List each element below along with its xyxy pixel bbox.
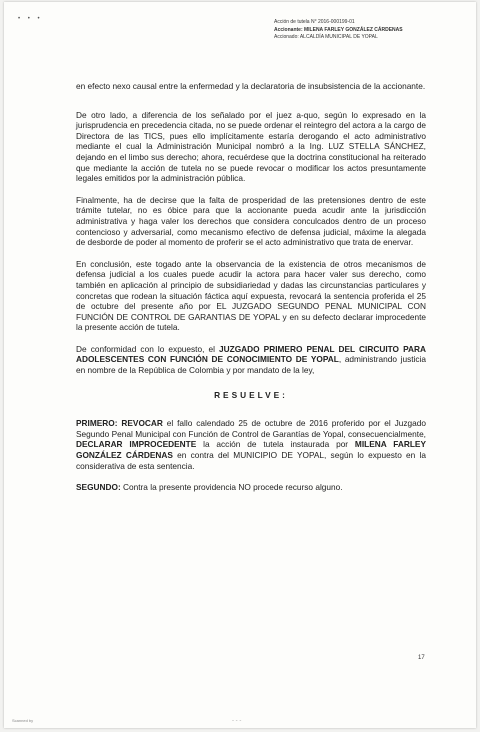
paragraph-4: En conclusión, este togado ante la observancia de la existencia de otros mecanismos de defensa judicial a los cuales puede acudir la actora para hacer valer sus derecho, como también en aplicación al principio de subsidiariedad y dadas las circunstancias particulares y concretas que rodean la situación fáctica aquí expuesta, revocará la sentencia proferida el 25 de octubre del presente año por EL JUZGADO SEGUNDO PENAL MUNICIPAL CON FUNCIÓN DE CONTROL DE GARANTIAS DE YOPAL y en su defecto declarar improcedente la presente acción de tutela. (76, 258, 426, 333)
page-number: 17 (418, 655, 425, 661)
header-plaintiff: Accionante: MILENA FARLEY GONZÁLEZ CÁRDENAS (274, 26, 403, 33)
primero-text-b: la acción de tutela instaurada por (196, 439, 355, 450)
paragraph-segundo (76, 482, 426, 493)
declarar-improcedente: DECLARAR IMPROCEDENTE (76, 439, 197, 450)
header-case-number: Acción de tutela N° 2016-000199-01 (274, 19, 355, 25)
scanner-footer: Scanned by (12, 718, 34, 723)
segundo-label: SEGUNDO: (76, 482, 121, 493)
paragraph-primero (76, 418, 426, 471)
primero-label: PRIMERO: REVOCAR (76, 418, 163, 429)
paragraph-2: De otro lado, a diferencia de los señalado por el juez a-quo, según lo expresado en la jurisprudencia en precedencia citada, no se puede ordenar el reintegro del actora a la cargo de Directora de las TICS, pues ello implícitamente estaría derogando el acto administrativo mediante el cual la Administración Municipal nombró a la Ing. LUZ STELLA SÁNCHEZ, dejando en el limbo sus derecho; ahora, recuérdese que la doctrina constitucional ha reiterado que mediante la acción de tutela no se puede revocar o modificar los actos presuntamente legales emitidos por la administración pública. (76, 109, 426, 184)
document-body (76, 81, 426, 504)
segundo-text: Contra la presente providencia NO procede recurso alguno. (120, 482, 343, 493)
plaintiff-name: MILENA FARLEY GONZÁLEZ CÁRDENAS (76, 439, 426, 461)
footer-marks: - - - (232, 718, 242, 724)
paragraph-1: en efecto nexo causal entre la enfermedad y la declaratoria de insubsistencia de la accionante. (76, 81, 426, 91)
primero-text-a: el fallo calendado 25 de octubre de 2016 proferido por el Juzgado Segundo Penal Municipal con Función de Control de Garantías de Yopal, consecuencialmente, (76, 418, 426, 439)
resuelve-heading: RESUELVE: (214, 389, 288, 400)
court-name: JUZGADO PRIMERO PENAL DEL CIRCUITO PARA ADOLESCENTES CON FUNCIÓN DE CONOCIMIENTO DE YOPAL (76, 343, 426, 365)
document-page (4, 2, 476, 728)
p5-text-b: , administrando justicia en nombre de la República de Colombia y por mandato de la ley, (76, 354, 426, 376)
paragraph-5 (76, 344, 426, 376)
primero-text-c: en contra del MUNICIPIO DE YOPAL, según lo expuesto en la considerativa de esta sentencia. (76, 450, 426, 471)
header-defendant: Accionado: ALCALDÍA MUNICIPAL DE YOPAL (274, 34, 378, 40)
case-header (274, 19, 474, 42)
scan-marks: • • • (18, 16, 43, 22)
p5-text-a: De conformidad con lo expuesto, el (76, 343, 220, 354)
paragraph-3: Finalmente, ha de decirse que la falta de prosperidad de las pretensiones dentro de este trámite tutelar, no es óbice para que la accionante pueda acudir ante la jurisdicción administrativa y haga valer los derechos que considera conculcados dentro de un proceso contencioso y adversarial, como mecanismo efectivo de defensa judicial, máxime la alegada de desborde de poder al momento de proferir se el acto administrativo que trata de enervar. (76, 194, 426, 248)
